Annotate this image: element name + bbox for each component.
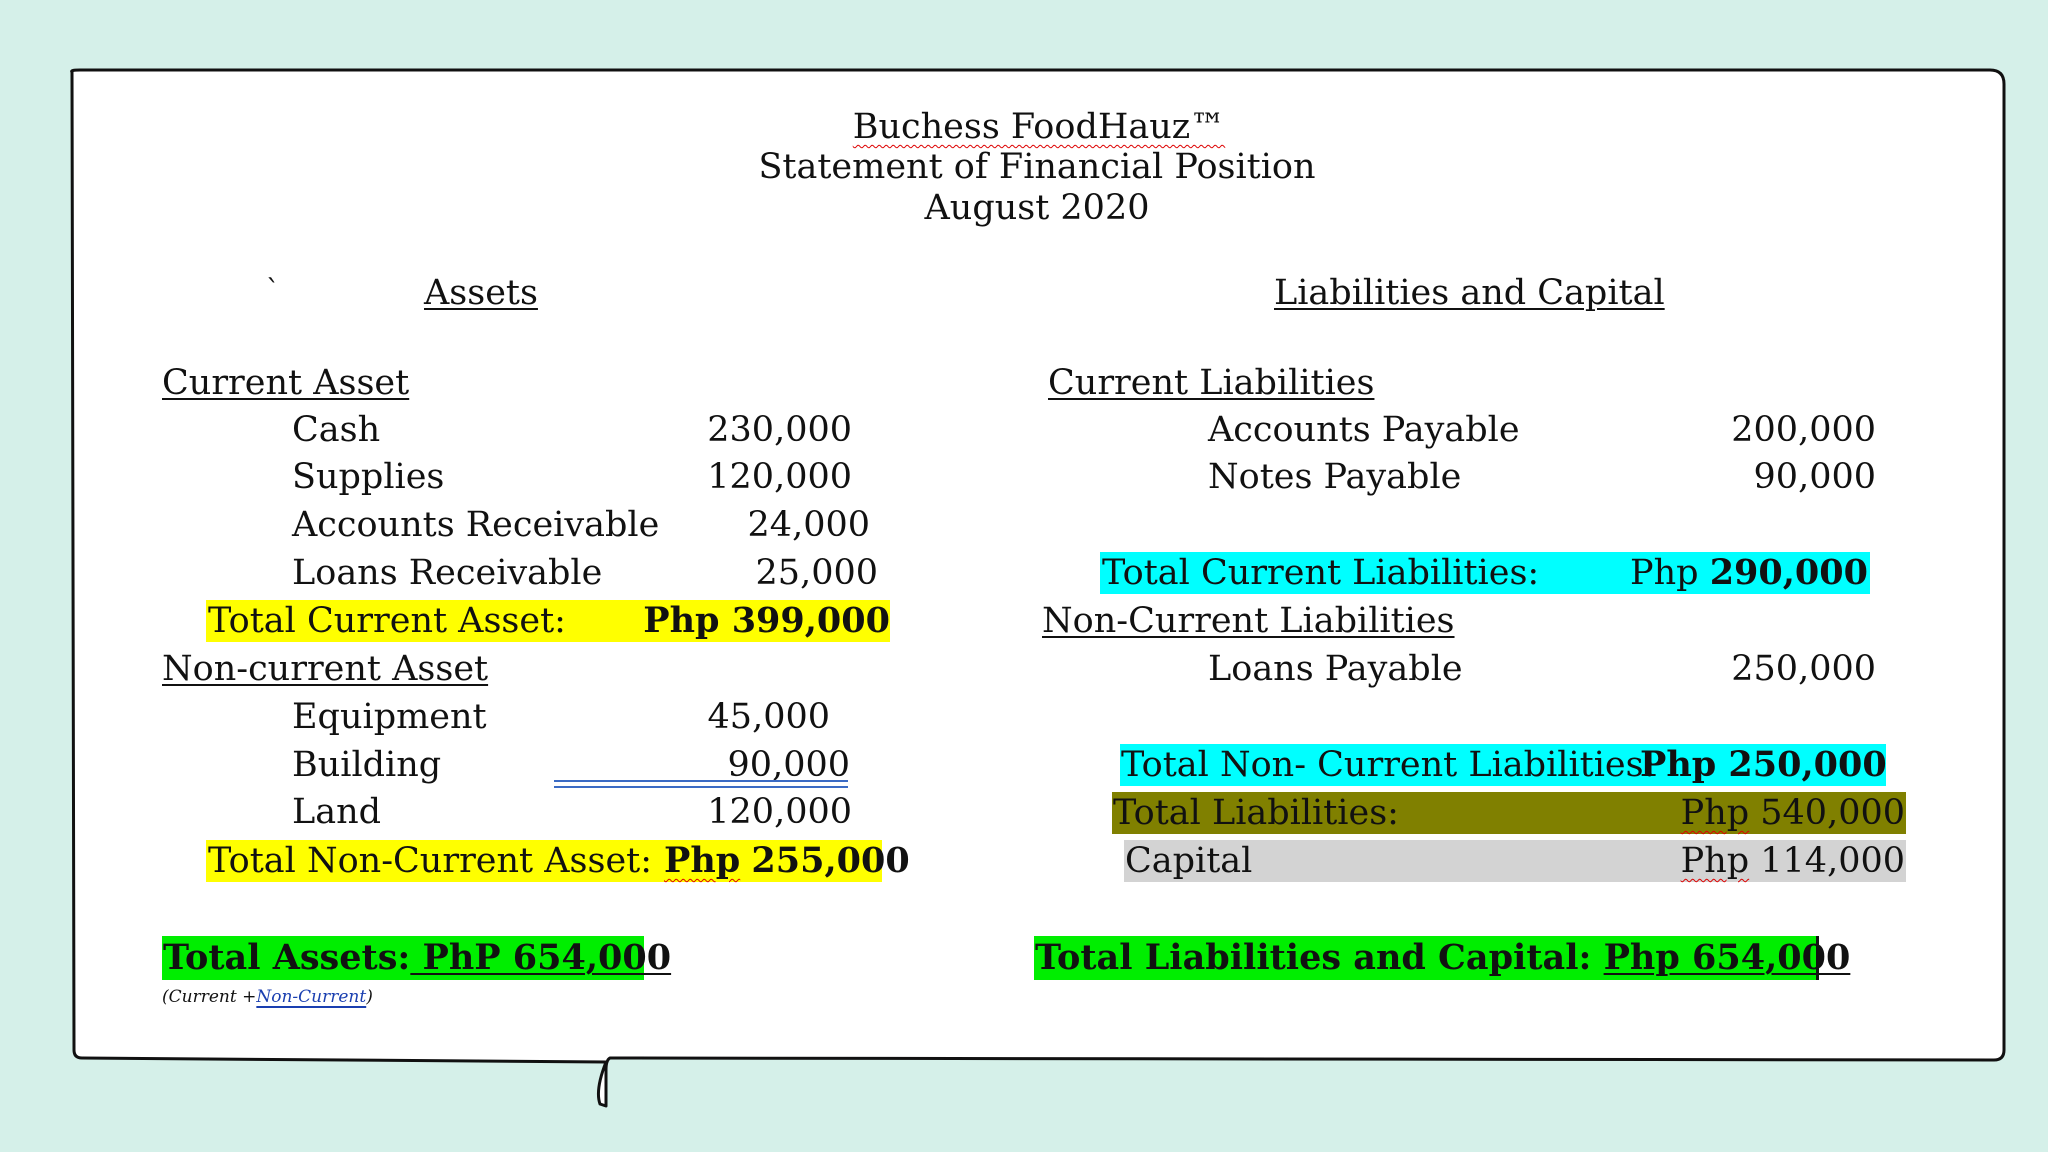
total-assets-note xyxy=(162,987,373,1007)
current-asset-heading: Current Asset xyxy=(162,363,410,403)
total-current-liabilities-value: 290,000 xyxy=(1709,552,1868,593)
note-prefix: (Current + xyxy=(162,987,257,1007)
cash-label: Cash xyxy=(292,410,381,450)
accounts-receivable-amount: 24,000 xyxy=(747,505,870,545)
total-current-asset-amount: Php 399,000 xyxy=(643,600,890,641)
total-liabilities-label: Total Liabilities: xyxy=(1113,793,1399,833)
company-name: Buchess FoodHauz™ xyxy=(852,107,1226,147)
noncurrent-asset-heading: Non-current Asset xyxy=(162,649,489,689)
capital-currency: Php xyxy=(1680,841,1750,881)
capital-amount xyxy=(1620,840,1905,882)
assets-heading: Assets xyxy=(424,273,538,313)
total-current-asset-label: Total Current Asset: xyxy=(208,601,566,641)
total-current-liabilities-amount xyxy=(1600,552,1868,594)
loans-payable-label: Loans Payable xyxy=(1208,649,1463,689)
land-label: Land xyxy=(292,792,382,832)
cash-amount: 230,000 xyxy=(707,410,852,450)
total-current-liabilities-currency: Php xyxy=(1630,553,1699,593)
equipment-label: Equipment xyxy=(292,697,487,737)
accounts-receivable-label: Accounts Receivable xyxy=(292,505,660,545)
accounts-payable-label: Accounts Payable xyxy=(1208,410,1520,450)
stray-mark: ` xyxy=(266,274,280,307)
notes-payable-label: Notes Payable xyxy=(1208,457,1462,497)
loans-receivable-amount: 25,000 xyxy=(755,553,878,593)
supplies-label: Supplies xyxy=(292,457,445,497)
total-liabilities-amount xyxy=(1620,792,1905,834)
loans-payable-amount: 250,000 xyxy=(1731,649,1876,689)
total-liabilities-currency: Php xyxy=(1680,793,1750,833)
total-liabilities-capital-amount: Php 654,000 xyxy=(1603,937,1851,978)
capital-label: Capital xyxy=(1125,841,1253,881)
noncurrent-liabilities-heading: Non-Current Liabilities xyxy=(1042,601,1455,641)
total-noncurrent-liabilities-amount: Php 250,000 xyxy=(1640,744,1887,785)
statement-period: August 2020 xyxy=(924,188,1150,228)
total-liabilities-capital xyxy=(1035,937,1850,979)
total-assets-label: Total Assets: xyxy=(163,937,411,978)
current-liabilities-heading: Current Liabilities xyxy=(1048,363,1375,403)
note-suffix: ) xyxy=(366,987,373,1007)
capital-value: 114,000 xyxy=(1749,841,1905,881)
total-current-liabilities-label: Total Current Liabilities: xyxy=(1102,553,1540,593)
total-liabilities-value: 540,000 xyxy=(1749,793,1905,833)
total-liabilities-capital-label: Total Liabilities and Capital: xyxy=(1035,937,1592,978)
accounts-payable-amount: 200,000 xyxy=(1731,410,1876,450)
building-label: Building xyxy=(292,745,442,785)
total-noncurrent-liabilities-label: Total Non- Current Liabilities: xyxy=(1121,745,1656,785)
statement-title: Statement of Financial Position xyxy=(758,147,1316,187)
total-noncurrent-asset-currency: Php xyxy=(664,840,741,881)
total-noncurrent-asset-amount xyxy=(664,840,910,882)
note-link: Non-Current xyxy=(256,987,367,1007)
total-noncurrent-asset-value: 255,000 xyxy=(751,840,910,881)
notes-payable-amount: 90,000 xyxy=(1753,457,1876,497)
land-amount: 120,000 xyxy=(707,792,852,832)
total-assets xyxy=(163,937,671,979)
loans-receivable-label: Loans Receivable xyxy=(292,553,603,593)
supplies-amount: 120,000 xyxy=(707,457,852,497)
building-underline xyxy=(554,780,848,788)
total-assets-amount: PhP 654,000 xyxy=(410,937,672,978)
equipment-amount: 45,000 xyxy=(707,697,830,737)
building-amount: 90,000 xyxy=(727,745,850,785)
liabilities-heading: Liabilities and Capital xyxy=(1274,273,1665,313)
total-noncurrent-asset-label: Total Non-Current Asset: xyxy=(208,841,653,881)
